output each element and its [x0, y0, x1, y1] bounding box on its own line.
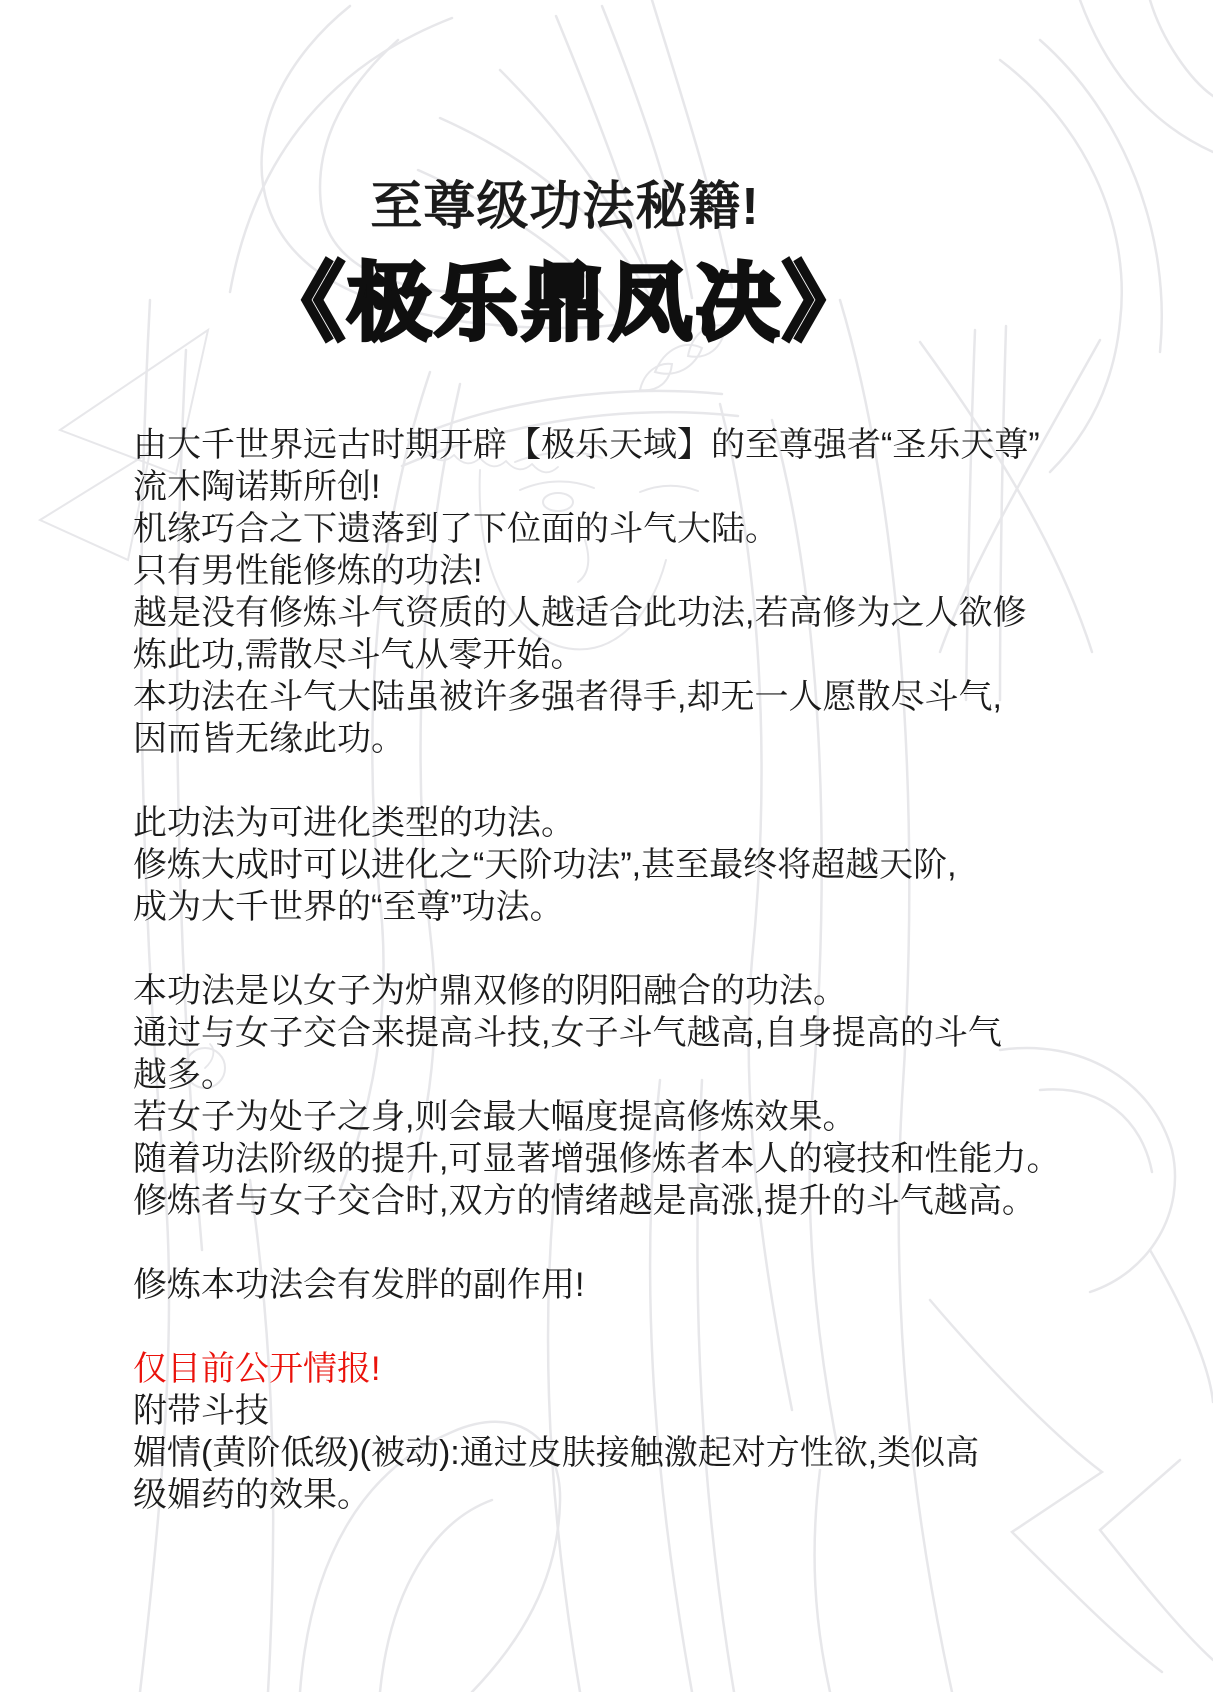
text-line: 修炼者与女子交合时,双方的情绪越是高涨,提升的斗气越高。: [133, 1182, 1036, 1220]
page-subtitle: 至尊级功法秘籍!: [370, 178, 760, 236]
text-line: 越多。: [133, 1056, 235, 1094]
text-line: 级媚药的效果。: [133, 1476, 371, 1514]
text-line: 因而皆无缘此功。: [133, 720, 405, 758]
text-line: 修炼大成时可以进化之“天阶功法”,甚至最终将超越天阶,: [133, 846, 957, 884]
text-line: 炼此功,需散尽斗气从零开始。: [133, 636, 585, 674]
text-line: 本功法是以女子为炉鼎双修的阴阳融合的功法。: [133, 972, 847, 1010]
text-line: 越是没有修炼斗气资质的人越适合此功法,若高修为之人欲修: [133, 594, 1027, 632]
page-title: 《极乐鼎凤决》: [260, 256, 870, 350]
text-line: 附带斗技: [133, 1392, 269, 1430]
text-line-red: 仅目前公开情报!: [133, 1350, 381, 1388]
text-line: 流木陶诺斯所创!: [133, 468, 381, 506]
text-line: 成为大千世界的“至尊”功法。: [133, 888, 564, 926]
text-line: 本功法在斗气大陆虽被许多强者得手,却无一人愿散尽斗气,: [133, 678, 1002, 716]
blank-line: [133, 928, 1098, 970]
text-line: 机缘巧合之下遗落到了下位面的斗气大陆。: [133, 510, 779, 548]
text-line: 只有男性能修炼的功法!: [133, 552, 483, 590]
text-line: 随着功法阶级的提升,可显著增强修炼者本人的寝技和性能力。: [133, 1140, 1061, 1178]
body-text: [133, 424, 1098, 1516]
blank-line: [133, 760, 1098, 802]
blank-line: [133, 1222, 1098, 1264]
text-line: 通过与女子交合来提高斗技,女子斗气越高,自身提高的斗气: [133, 1014, 1002, 1052]
text-line: 媚情(黄阶低级)(被动):通过皮肤接触激起对方性欲,类似高: [133, 1434, 980, 1472]
blank-line: [133, 1306, 1098, 1348]
text-line: 修炼本功法会有发胖的副作用!: [133, 1266, 585, 1304]
text-line: 此功法为可进化类型的功法。: [133, 804, 575, 842]
text-line: 若女子为处子之身,则会最大幅度提高修炼效果。: [133, 1098, 857, 1136]
text-line: 由大千世界远古时期开辟【极乐天域】的至尊强者“圣乐天尊”: [133, 426, 1040, 464]
